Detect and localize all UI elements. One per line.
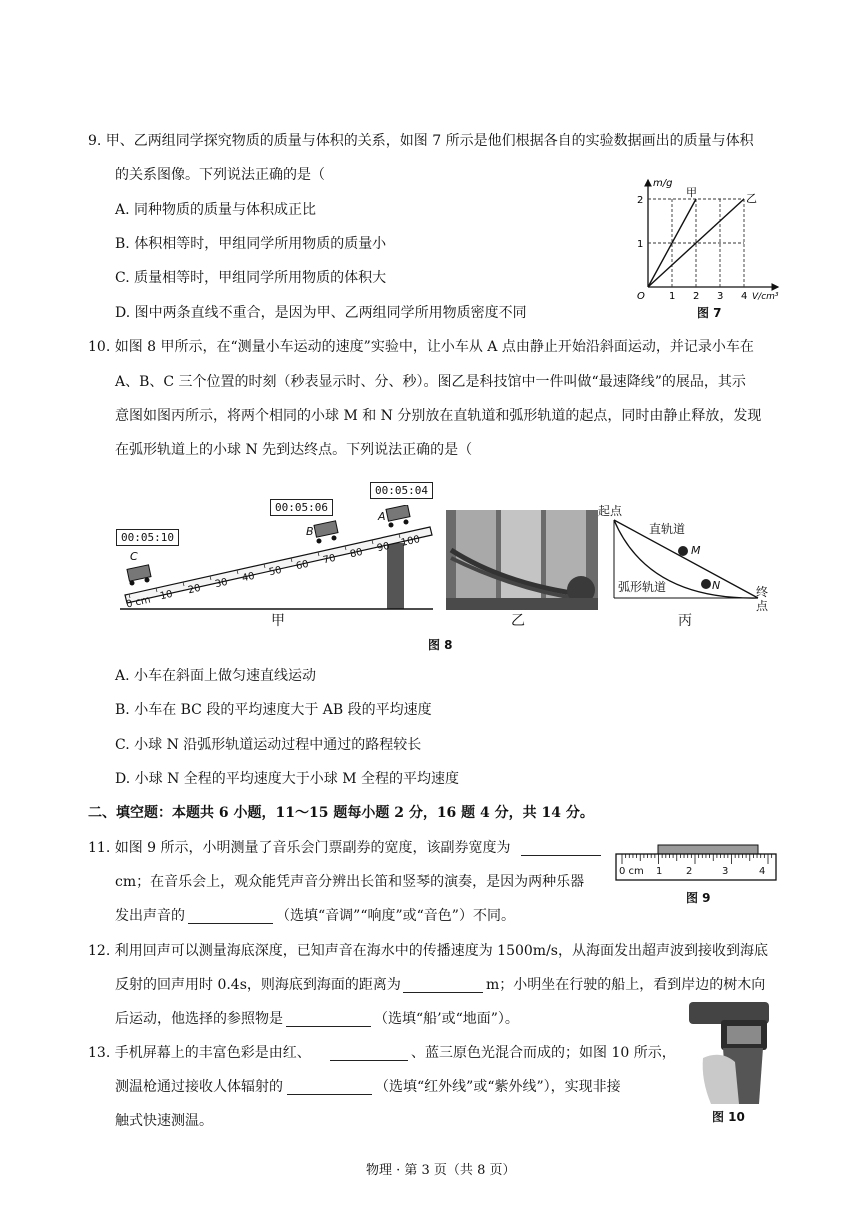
line-yi-label: 乙 (746, 192, 757, 205)
bing-end-label-1: 终 (756, 585, 769, 599)
q12-stem-line2a: 反射的回声用时 0.4s，则海底到海面的距离为 (115, 977, 401, 993)
ruler-80: 80 (348, 546, 364, 561)
figure-8-bing-caption: 丙 (678, 613, 692, 629)
timer-a: 00:05:04 (370, 482, 433, 499)
ticket-stub (658, 845, 758, 854)
r9-3: 3 (722, 866, 729, 877)
q10-option-b: B. 小车在 BC 段的平均速度大于 AB 段的平均速度 (115, 702, 432, 718)
q10-option-d: D. 小球 N 全程的平均速度大于小球 M 全程的平均速度 (115, 771, 460, 787)
q12-stem-line3a: 后运动，他选择的参照物是 (115, 1011, 283, 1027)
q13-stem-line3: 触式快速测温。 (115, 1113, 213, 1129)
figure-10-thermometer-gun (683, 1000, 775, 1105)
r9-1: 1 (656, 866, 663, 877)
r9-0cm: 0 cm (619, 866, 644, 877)
q13-stem-line1a: 13. 手机屏幕上的丰富色彩是由红、 (88, 1045, 311, 1061)
q11-stem-line2: cm；在音乐会上，观众能凭声音分辨出长笛和竖琴的演奏，是因为两种乐器 (115, 874, 585, 890)
q12-stem-line1: 12. 利用回声可以测量海底深度，已知声音在海水中的传播速度为 1500m/s，从海面发出超声波到接收到海底 (88, 943, 768, 959)
ruler-10: 10 (158, 588, 174, 603)
bing-arc-label: 弧形轨道 (618, 580, 667, 594)
figure-8-yi-photo (446, 510, 598, 610)
q13-stem-line2b: （选填“红外线”或“紫外线”），实现非接 (375, 1079, 621, 1095)
q10-stem-line3: 意图如图丙所示，将两个相同的小球 M 和 N 分别放在直轨道和弧形轨道的起点，同时由静止释放，发现 (115, 408, 762, 424)
q9-option-d: D. 图中两条直线不重合，是因为甲、乙两组同学所用物质密度不同 (115, 305, 527, 321)
bing-n-label: N (712, 579, 721, 592)
q11-blank-1[interactable] (521, 841, 601, 856)
ruler-60: 60 (294, 558, 310, 573)
figure-7-caption: 图 7 (697, 306, 722, 320)
q9-option-c: C. 质量相等时，甲组同学所用物质的体积大 (115, 270, 387, 286)
point-a-label: A (378, 510, 386, 523)
figure-10-caption: 图 10 (712, 1110, 745, 1124)
bing-end-label-2: 点 (756, 599, 769, 613)
ruler-70: 70 (321, 552, 337, 567)
x-tick-1: 1 (669, 291, 676, 302)
q13-stem-line1b: 、蓝三原色光混合而成的；如图 10 所示， (411, 1045, 676, 1061)
x-tick-4: 4 (741, 291, 748, 302)
q13-blank-2[interactable] (287, 1080, 372, 1095)
figure-8-yi-caption: 乙 (511, 613, 525, 629)
ruler-30: 30 (213, 576, 229, 591)
q11-stem-line3b: （选填“音调”“响度”或“音色”）不同。 (276, 908, 515, 924)
q10-stem-line2: A、B、C 三个位置的时刻（秒表显示时、分、秒）。图乙是科技馆中一件叫做“最速降线”的展品，其示 (115, 374, 746, 390)
ball-m (678, 546, 688, 556)
ruler-0cm: 0 cm (125, 594, 152, 611)
r9-2: 2 (686, 866, 693, 877)
origin-label: O (637, 291, 645, 302)
hand (703, 1055, 739, 1104)
bing-start-label: 起点 (598, 504, 623, 518)
q10-stem-line4: 在弧形轨道上的小球 N 先到达终点。下列说法正确的是（ (115, 442, 473, 458)
q13-stem-line2a: 测温枪通过接收人体辐射的 (115, 1079, 283, 1095)
q12-blank-1[interactable] (403, 978, 483, 993)
q10-option-c: C. 小球 N 沿弧形轨道运动过程中通过的路程较长 (115, 737, 422, 753)
ball-n (701, 579, 711, 589)
q9-stem-line1: 9. 甲、乙两组同学探究物质的质量与体积的关系，如图 7 所示是他们根据各自的实验数据画出的质量与体积 (88, 133, 754, 149)
q11-stem-line3a: 发出声音的 (115, 908, 185, 924)
figure-8-caption: 图 8 (428, 638, 453, 652)
y-tick-1: 1 (637, 239, 644, 250)
q12-blank-2[interactable] (286, 1012, 371, 1027)
page-footer: 物理 · 第 3 页（共 8 页） (366, 1163, 516, 1178)
section-2-heading: 二、填空题：本题共 6 小题，11～15 题每小题 2 分，16 题 4 分，共 14 分。 (88, 805, 594, 821)
ruler-20: 20 (186, 582, 202, 597)
y-tick-2: 2 (637, 195, 644, 206)
q12-stem-line2b: m；小明坐在行驶的船上，看到岸边的树木向 (486, 977, 766, 993)
timer-c: 00:05:10 (116, 529, 179, 546)
line-jia-label: 甲 (686, 186, 697, 199)
point-c-label: C (130, 550, 138, 563)
ruler-40: 40 (240, 570, 256, 585)
q13-blank-1[interactable] (330, 1046, 408, 1061)
q10-stem-line1: 10. 如图 8 甲所示，在“测量小车运动的速度”实验中，让小车从 A 点由静止开始沿斜面运动，并记录小车在 (88, 339, 754, 355)
figure-7-graph (628, 172, 788, 302)
ruler-number-layer (125, 521, 426, 611)
point-b-label: B (306, 525, 314, 538)
q12-stem-line3b: （选填“船’或“地面”）。 (374, 1011, 519, 1027)
r9-4: 4 (759, 866, 766, 877)
q11-blank-2[interactable] (188, 909, 273, 924)
y-axis-label: m/g (653, 178, 673, 189)
q9-option-a: A. 同种物质的质量与体积成正比 (115, 202, 317, 218)
ruler-100: 100 (400, 534, 422, 549)
q10-option-a: A. 小车在斜面上做匀速直线运动 (115, 668, 317, 684)
figure-9-caption: 图 9 (686, 891, 711, 905)
x-tick-3: 3 (717, 291, 724, 302)
timer-b: 00:05:06 (270, 499, 333, 516)
x-tick-2: 2 (693, 291, 700, 302)
figure-9-ruler (614, 843, 779, 883)
q9-stem-line2: 的关系图像。下列说法正确的是（ (115, 167, 325, 183)
ruler-90: 90 (375, 540, 391, 555)
x-axis-label: V/cm³ (752, 292, 779, 302)
bing-m-label: M (691, 544, 701, 557)
q11-stem-line1: 11. 如图 9 所示，小明测量了音乐会门票副券的宽度，该副券宽度为 (88, 840, 511, 856)
bing-straight-label: 直轨道 (649, 522, 686, 536)
q9-option-b: B. 体积相等时，甲组同学所用物质的质量小 (115, 236, 387, 252)
ruler-50: 50 (267, 564, 283, 579)
figure-8-jia-caption: 甲 (271, 613, 285, 629)
